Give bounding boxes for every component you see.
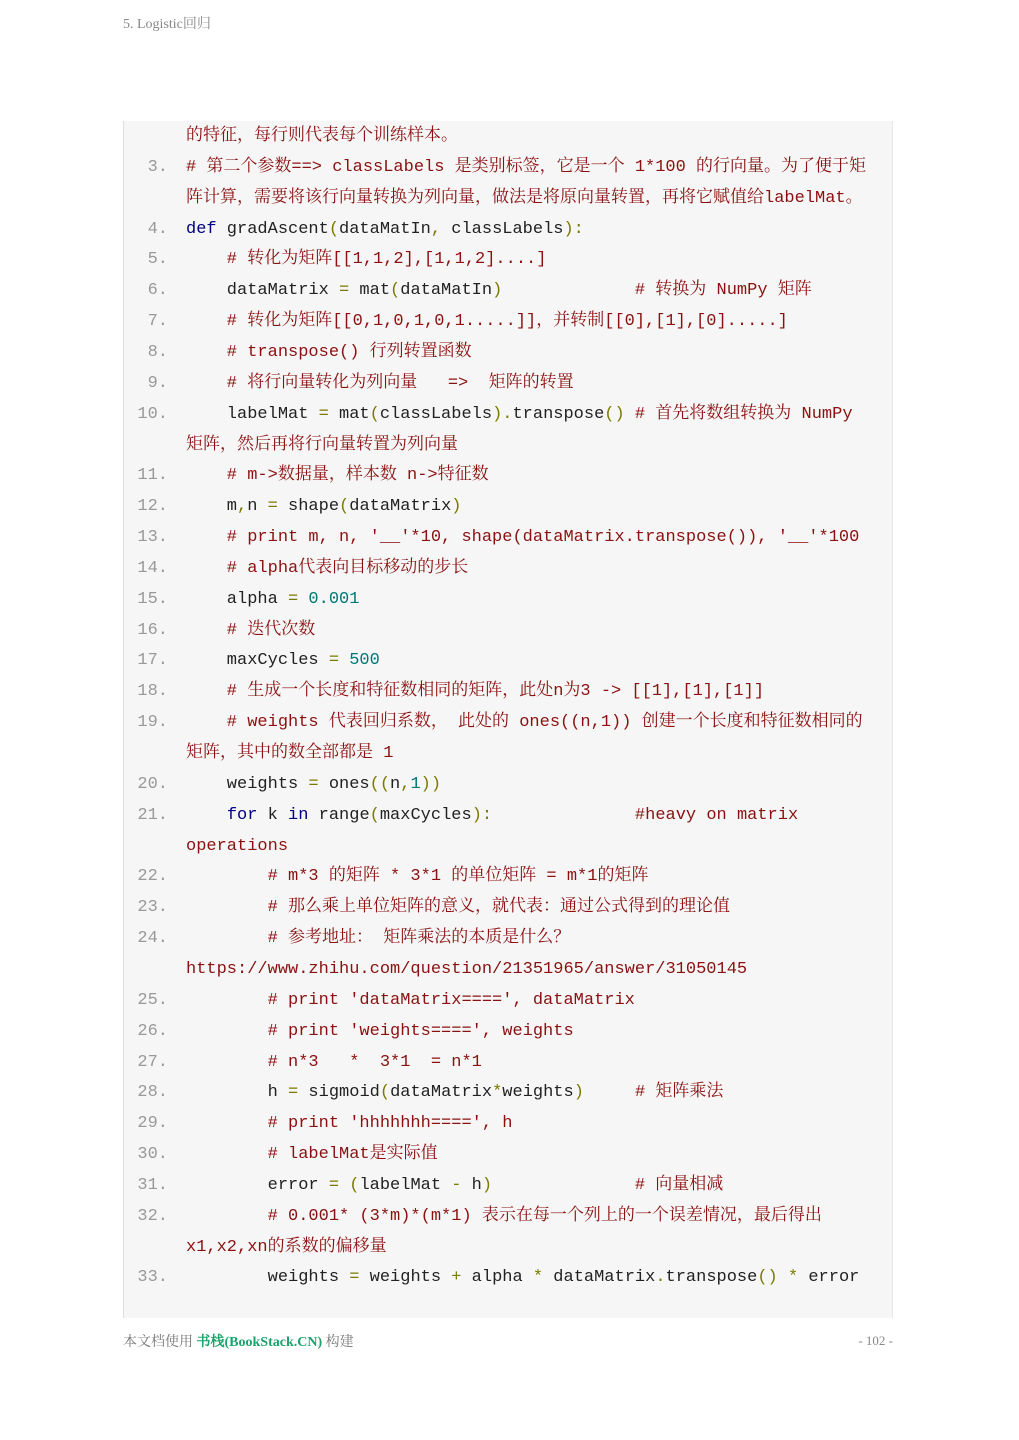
code-text <box>186 681 764 703</box>
line-number: 30. <box>137 1145 168 1165</box>
code-text <box>186 558 468 580</box>
code-line-wrap <box>124 434 892 465</box>
code-text <box>186 1113 512 1135</box>
code-line <box>124 403 892 434</box>
code-token <box>492 806 635 825</box>
code-line <box>124 619 892 650</box>
code-token: (( <box>369 774 391 794</box>
code-token: maxCycles <box>186 651 329 671</box>
code-text <box>186 311 788 333</box>
code-text <box>186 774 441 796</box>
code-line-continuation <box>124 125 892 156</box>
code-token: = <box>288 1083 299 1103</box>
code-token: #heavy on matrix <box>634 805 799 825</box>
code-token: * <box>492 1083 503 1103</box>
code-token: error <box>186 1175 329 1195</box>
code-line <box>124 1020 892 1051</box>
code-token: weights <box>186 1268 350 1288</box>
code-token: 0.001 <box>298 589 360 609</box>
code-line <box>124 1266 892 1297</box>
code-token: sigmoid <box>298 1083 380 1103</box>
line-number: 3. <box>147 157 168 177</box>
line-number: 5. <box>147 250 168 270</box>
code-token: labelMat <box>186 404 319 424</box>
code-token: = <box>267 497 278 517</box>
code-line <box>124 588 892 619</box>
code-token: def <box>186 219 217 239</box>
code-token: mat <box>328 404 370 424</box>
line-number: 24. <box>137 929 168 949</box>
code-token: = <box>328 1175 340 1195</box>
code-text <box>186 1144 438 1166</box>
code-token: h <box>186 1083 289 1103</box>
code-text <box>186 1237 387 1259</box>
code-line <box>124 341 892 372</box>
code-token: ) <box>451 497 462 517</box>
code-token: # print 'hhhhhhh====', h <box>186 1114 513 1134</box>
code-token: )) <box>420 774 442 794</box>
code-token: error <box>798 1268 860 1288</box>
footer-suffix: 构建 <box>322 1335 354 1350</box>
code-line <box>124 1205 892 1236</box>
code-line <box>124 1174 892 1205</box>
code-token: # print 'weights====', weights <box>186 1021 574 1041</box>
code-token <box>502 281 635 300</box>
code-token: () <box>604 404 625 424</box>
code-text <box>186 157 866 179</box>
code-token: # m*3 的矩阵 * 3*1 的单位矩阵 = m*1的矩阵 <box>186 867 649 887</box>
code-token: classLabels <box>379 404 493 424</box>
code-line <box>124 649 892 680</box>
code-token: gradAscent <box>216 219 329 239</box>
code-text <box>186 743 393 765</box>
code-line-wrap <box>124 835 892 866</box>
code-line <box>124 680 892 711</box>
page-header-title: 5. Logistic回归 <box>123 17 211 32</box>
code-token: shape <box>277 497 340 517</box>
line-number: 12. <box>137 497 168 517</box>
code-token: x1,x2,xn的系数的偏移量 <box>186 1237 387 1257</box>
line-number: 13. <box>137 528 168 548</box>
code-text <box>186 959 747 981</box>
code-text <box>186 1206 822 1228</box>
code-line <box>124 773 892 804</box>
code-token: , <box>430 219 442 239</box>
code-token: = <box>308 774 319 794</box>
code-line <box>124 896 892 927</box>
line-number: 20. <box>137 774 168 794</box>
code-token: # 那么乘上单位矩阵的意义，就代表：通过公式得到的理论值 <box>186 898 731 918</box>
code-line <box>124 1143 892 1174</box>
line-number: 22. <box>137 867 168 887</box>
code-token: alpha <box>186 589 289 609</box>
code-token: ) <box>481 1175 493 1195</box>
code-token: # 向量相减 <box>634 1175 724 1195</box>
code-text <box>186 589 359 611</box>
code-line <box>124 865 892 896</box>
code-token: ): <box>563 219 584 239</box>
code-token: dataMatrix <box>390 1083 493 1103</box>
code-line <box>124 495 892 526</box>
code-line <box>124 156 892 187</box>
code-token: ( <box>339 497 350 517</box>
code-token: n <box>247 497 268 517</box>
code-text <box>186 620 315 642</box>
code-token: # print m, n, '__'*10, shape(dataMatrix.transpose()), '__'*100 <box>186 528 860 548</box>
line-number: 21. <box>137 805 168 825</box>
code-token: dataMatIn <box>339 219 431 239</box>
code-token: ( <box>379 1083 391 1103</box>
code-token: # 参考地址： 矩阵乘法的本质是什么？ <box>186 929 571 949</box>
code-text <box>186 805 798 827</box>
code-token: weights <box>359 1268 452 1288</box>
line-number: 26. <box>137 1021 168 1041</box>
code-text <box>186 928 570 950</box>
code-line <box>124 310 892 341</box>
code-token: * <box>532 1268 544 1288</box>
line-number: 9. <box>147 373 168 393</box>
code-token: , <box>400 774 411 794</box>
line-number: 7. <box>147 312 168 332</box>
code-token: # weights 代表回归系数， 此处的 ones((n,1)) 创建一个长度和特征数相同的 <box>186 713 863 733</box>
code-text <box>186 249 546 271</box>
code-text <box>186 435 458 457</box>
code-text <box>186 342 472 364</box>
code-token: # print 'dataMatrix====', dataMatrix <box>186 990 635 1010</box>
code-text <box>186 1052 482 1074</box>
code-token: , <box>237 497 248 517</box>
code-token: maxCycles <box>379 805 472 825</box>
code-token: # labelMat是实际值 <box>186 1145 438 1165</box>
code-text <box>186 188 863 210</box>
code-token: h <box>461 1175 482 1195</box>
code-token: - <box>451 1175 462 1195</box>
code-token: dataMatrix <box>349 497 452 517</box>
code-line <box>124 279 892 310</box>
code-token: # transpose() 行列转置函数 <box>186 342 472 362</box>
code-line-wrap <box>124 1236 892 1267</box>
code-token: # 0.001* (3*m)*(m*1) 表示在每一个列上的一个误差情况，最后得出 <box>186 1206 822 1226</box>
line-number: 11. <box>137 466 168 486</box>
line-number: 4. <box>147 219 168 239</box>
code-line <box>124 557 892 588</box>
code-token <box>186 806 227 825</box>
code-text <box>186 897 730 919</box>
code-token: = <box>288 589 299 609</box>
code-token: . <box>655 1268 666 1288</box>
code-token <box>778 1268 788 1287</box>
code-token: dataMatrix <box>543 1268 656 1288</box>
code-token: ( <box>328 219 340 239</box>
code-token: * <box>787 1268 799 1288</box>
code-token: = <box>318 404 329 424</box>
line-number: 25. <box>137 990 168 1010</box>
code-token: alpha <box>461 1268 533 1288</box>
code-token: # 转化为矩阵[[0,1,0,1,0,1.....]]，并转制[[0],[1],[0].....] <box>186 312 788 332</box>
line-number: 6. <box>147 281 168 301</box>
code-block <box>123 121 893 1318</box>
code-text <box>186 496 461 518</box>
code-text <box>186 465 489 487</box>
code-token: labelMat <box>359 1175 452 1195</box>
code-token: 1 <box>410 774 421 794</box>
code-token: range <box>308 805 370 825</box>
code-line <box>124 989 892 1020</box>
line-number: 32. <box>137 1206 168 1226</box>
code-line <box>124 1112 892 1143</box>
line-number: 14. <box>137 558 168 578</box>
code-token: for <box>226 805 258 825</box>
page-number: - 102 - <box>858 1333 893 1348</box>
code-token: ) <box>573 1083 584 1103</box>
code-text <box>186 1082 723 1104</box>
code-token: ones <box>318 774 370 794</box>
footer-brand-link[interactable]: 书栈(BookStack.CN) <box>196 1335 323 1350</box>
code-token: https://www.zhihu.com/question/21351965/answer/31050145 <box>186 959 748 979</box>
code-token: weights <box>186 774 309 794</box>
code-token: ( <box>390 281 401 301</box>
page-footer <box>123 1331 354 1351</box>
code-line-wrap <box>124 742 892 773</box>
code-token: 矩阵，然后再将行向量转置为列向量 <box>186 435 458 455</box>
code-token: # 生成一个长度和特征数相同的矩阵，此处n为3 -> [[1],[1],[1]] <box>186 682 765 702</box>
line-number: 27. <box>137 1052 168 1072</box>
code-line-wrap <box>124 187 892 218</box>
code-token: 500 <box>339 651 380 671</box>
code-text <box>186 280 812 302</box>
line-number: 23. <box>137 898 168 918</box>
code-token: = <box>339 281 350 301</box>
code-token: dataMatIn <box>400 281 493 301</box>
code-token: ( <box>339 1175 360 1195</box>
code-text <box>186 373 574 395</box>
code-token: ): <box>471 805 493 825</box>
code-token: ( <box>369 404 380 424</box>
line-number: 8. <box>147 342 168 362</box>
line-number: 10. <box>137 404 168 424</box>
line-number: 17. <box>137 651 168 671</box>
code-line <box>124 804 892 835</box>
line-number: 28. <box>137 1083 168 1103</box>
code-line <box>124 1081 892 1112</box>
code-text <box>186 1021 574 1043</box>
code-token <box>584 1083 635 1102</box>
code-token: = <box>328 651 340 671</box>
code-text <box>186 712 863 734</box>
code-text <box>186 836 288 858</box>
code-token: # 将行向量转化为列向量 => 矩阵的转置 <box>186 373 574 393</box>
line-number: 16. <box>137 620 168 640</box>
code-token: 阵计算，需要将该行向量转换为列向量，做法是将原向量转置，再将它赋值给labelMat。 <box>186 188 863 208</box>
code-line <box>124 711 892 742</box>
code-token: () <box>757 1268 778 1288</box>
code-token <box>492 1176 635 1195</box>
code-token: ). <box>492 404 513 424</box>
code-line <box>124 248 892 279</box>
code-token: # 转换为 NumPy 矩阵 <box>634 281 812 301</box>
code-line <box>124 1051 892 1082</box>
footer-prefix: 本文档使用 <box>123 1335 197 1350</box>
code-line <box>124 218 892 249</box>
line-number: 15. <box>137 589 168 609</box>
code-token: 矩阵，其中的数全部都是 1 <box>186 744 394 763</box>
code-line-wrap <box>124 958 892 989</box>
code-text: 的特征，每行则代表每个训练样本。 <box>186 127 458 146</box>
code-text <box>186 1175 723 1197</box>
line-number: 33. <box>137 1268 168 1288</box>
code-token: + <box>451 1268 462 1288</box>
code-text <box>186 990 635 1012</box>
code-token: classLabels <box>441 219 564 239</box>
code-token: k <box>257 805 289 825</box>
code-line <box>124 526 892 557</box>
line-number: 19. <box>137 713 168 733</box>
code-text <box>186 650 380 672</box>
line-number: 31. <box>137 1175 168 1195</box>
code-token: transpose <box>512 404 605 424</box>
line-number: 18. <box>137 682 168 702</box>
code-token: # 转化为矩阵[[1,1,2],[1,1,2]....] <box>186 250 547 270</box>
code-token: in <box>288 805 309 825</box>
line-number: 29. <box>137 1114 168 1134</box>
code-token: n <box>390 774 401 794</box>
code-line <box>124 927 892 958</box>
code-text <box>186 219 584 241</box>
code-token: ) <box>492 281 503 301</box>
code-token: # 第二个参数==> classLabels 是类别标签，它是一个 1*100 的行向量。为了便于矩 <box>186 157 867 177</box>
code-text <box>186 527 859 549</box>
code-token: # n*3 * 3*1 = n*1 <box>186 1052 482 1072</box>
code-token: # 首先将数组转换为 NumPy <box>624 404 853 424</box>
code-token: weights <box>502 1083 574 1103</box>
code-token: = <box>349 1268 360 1288</box>
code-text <box>186 1267 859 1289</box>
code-token: mat <box>349 281 391 301</box>
code-text <box>186 866 648 888</box>
code-token: ( <box>369 805 380 825</box>
code-token: operations <box>186 836 289 856</box>
code-token: # m->数据量，样本数 n->特征数 <box>186 466 489 486</box>
code-token: m <box>186 497 238 517</box>
code-token: # 矩阵乘法 <box>634 1083 724 1103</box>
code-token: # 迭代次数 <box>186 620 316 640</box>
code-line <box>124 372 892 403</box>
code-token: transpose <box>665 1268 758 1288</box>
code-line <box>124 464 892 495</box>
code-token: # alpha代表向目标移动的步长 <box>186 558 469 578</box>
code-text <box>186 404 853 426</box>
code-token: dataMatrix <box>186 281 340 301</box>
